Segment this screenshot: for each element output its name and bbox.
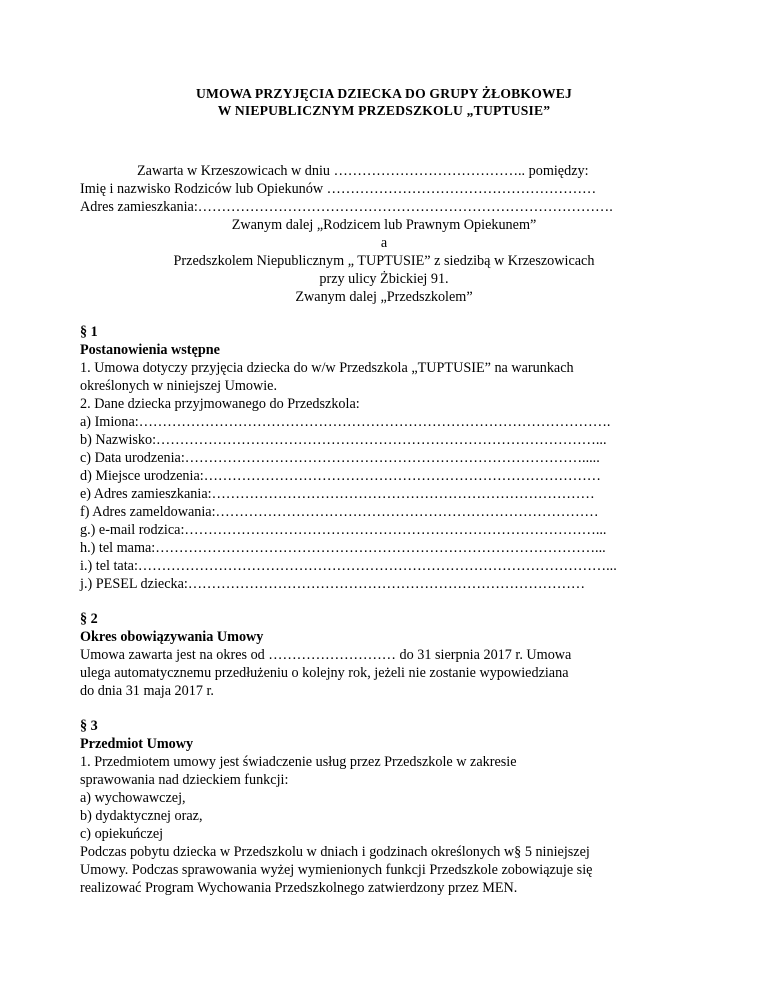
intro-preschool-address: przy ulicy Żbickiej 91. xyxy=(319,271,449,287)
intro-preschool-alias: Zwanym dalej „Przedszkolem” xyxy=(295,289,473,305)
section-3-heading: Przedmiot Umowy xyxy=(80,736,194,752)
section-3-line: Podczas pobytu dziecka w Przedszkolu w dniach i godzinach określonych w§ 5 niniejszej xyxy=(80,844,590,860)
section-2-line: ulega automatycznemu przedłużeniu o kolejny rok, jeżeli nie zostanie wypowiedziana xyxy=(80,665,569,681)
child-address-field: e) Adres zamieszkania:……………………………………………………………………… xyxy=(80,486,595,502)
section-1-line: określonych w niniejszej Umowie. xyxy=(80,378,278,394)
intro-parents-name-line: Imię i nazwisko Rodziców lub Opiekunów ………………………………………………… xyxy=(80,181,597,197)
document-title-line-1: UMOWA PRZYJĘCIA DZIECKA DO GRUPY ŻŁOBKOWEJ xyxy=(195,86,573,101)
document-title-line-2: W NIEPUBLICZNYM PRZEDSZKOLU „TUPTUSIE” xyxy=(217,103,551,118)
intro-address-line: Adres zamieszkania:……………………………………………………………………………. xyxy=(80,199,613,215)
intro-and: a xyxy=(380,235,388,251)
child-first-names-field: a) Imiona:………………………………………………………………………………………. xyxy=(80,414,611,430)
section-2-heading: Okres obowiązywania Umowy xyxy=(80,629,264,645)
section-3-line: 1. Przedmiotem umowy jest świadczenie usług przez Przedszkole w zakresie xyxy=(80,754,517,770)
child-birth-date-field: c) Data urodzenia:…………………………………………………………………………..... xyxy=(80,450,600,466)
section-1-line: 2. Dane dziecka przyjmowanego do Przedszkola: xyxy=(80,396,360,412)
section-1-line: 1. Umowa dotyczy przyjęcia dziecka do w/w Przedszkola „TUPTUSIE” na warunkach xyxy=(80,360,574,376)
section-2-line: do dnia 31 maja 2017 r. xyxy=(80,683,214,699)
intro-date-line: Zawarta w Krzeszowicach w dniu ………………………………….. pomiędzy: xyxy=(137,163,589,179)
mother-phone-field: h.) tel mama:…………………………………………………………………………………... xyxy=(80,540,606,556)
section-3-line: c) opiekuńczej xyxy=(80,826,164,842)
parent-email-field: g.) e-mail rodzica:……………………………………………………………………………... xyxy=(80,522,607,538)
section-1-number: § 1 xyxy=(80,324,98,340)
section-2-number: § 2 xyxy=(80,611,98,627)
father-phone-field: i.) tel tata:………………………………………………………………………………………... xyxy=(80,558,617,574)
section-3-line: sprawowania nad dzieckiem funkcji: xyxy=(80,772,289,788)
child-registered-address-field: f) Adres zameldowania:……………………………………………………………………… xyxy=(80,504,599,520)
section-3-line: Umowy. Podczas sprawowania wyżej wymienionych funkcji Przedszkole zobowiązuje się xyxy=(80,862,593,878)
section-2-line: Umowa zawarta jest na okres od ……………………… do 31 sierpnia 2017 r. Umowa xyxy=(80,647,572,663)
child-birth-place-field: d) Miejsce urodzenia:………………………………………………………………………… xyxy=(80,468,601,484)
intro-parent-alias: Zwanym dalej „Rodzicem lub Prawnym Opiekunem” xyxy=(231,217,537,233)
child-surname-field: b) Nazwisko:…………………………………………………………………………………... xyxy=(80,432,607,448)
section-3-line: a) wychowawczej, xyxy=(80,790,186,806)
child-pesel-field: j.) PESEL dziecka:………………………………………………………………………… xyxy=(80,576,586,592)
section-1-heading: Postanowienia wstępne xyxy=(80,342,220,358)
intro-preschool-name: Przedszkolem Niepublicznym „ TUPTUSIE” z siedzibą w Krzeszowicach xyxy=(173,253,595,269)
section-3-number: § 3 xyxy=(80,718,98,734)
section-3-line: realizować Program Wychowania Przedszkolnego zatwierdzony przez MEN. xyxy=(80,880,518,896)
section-3-line: b) dydaktycznej oraz, xyxy=(80,808,203,824)
